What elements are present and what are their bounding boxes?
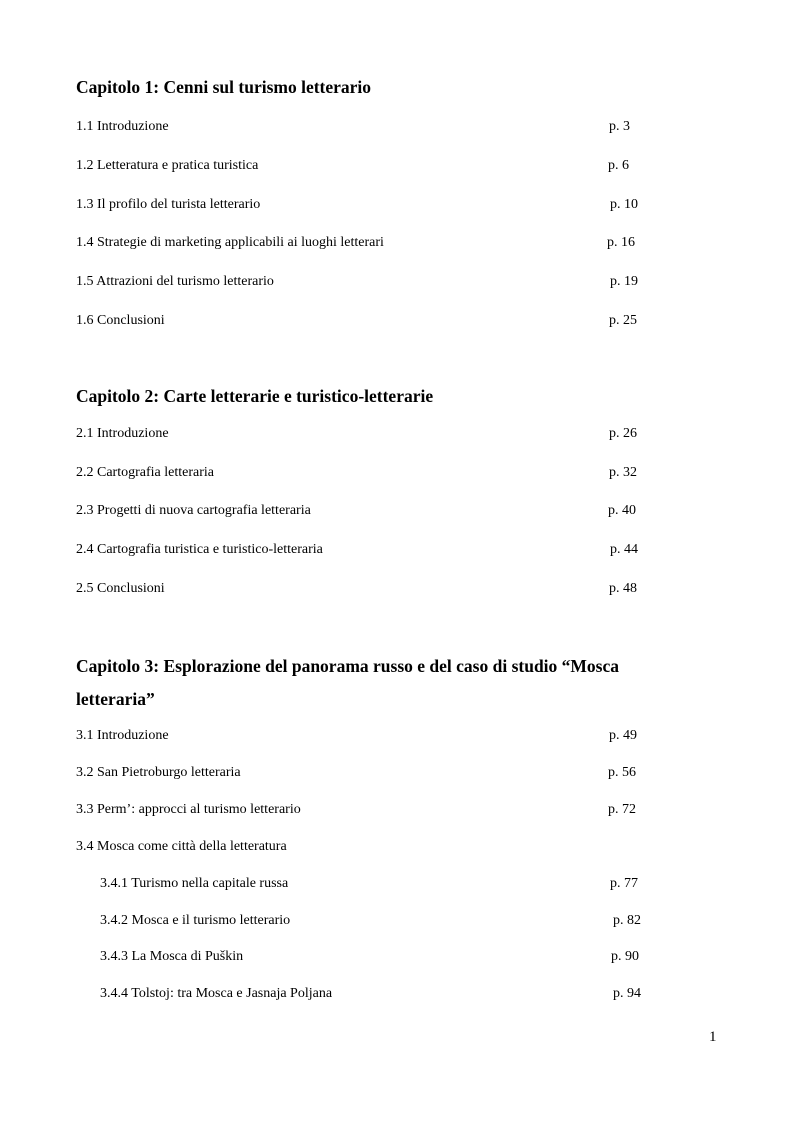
toc-entry [0,502,794,520]
toc-entry-page: p. 56 [608,765,636,780]
toc-entry-page: p. 3 [609,119,630,134]
toc-entry-page: p. 40 [608,503,636,518]
toc-entry-page: p. 49 [609,728,637,743]
toc-entry-page: p. 10 [610,197,638,212]
toc-entry-page: p. 32 [609,465,637,480]
toc-entry-page: p. 6 [608,158,629,173]
toc-entry-page: p. 44 [610,542,638,557]
toc-entry-label: 1.2 Letteratura e pratica turistica [76,158,259,173]
toc-entry [0,118,794,136]
toc-subentry [0,985,794,1003]
toc-entry [0,801,794,819]
toc-subentry [0,948,794,966]
toc-subentry [0,912,794,930]
toc-entry-page: p. 19 [610,274,638,289]
chapter-1-heading: Capitolo 1: Cenni sul turismo letterario [76,77,372,97]
toc-entry-label: 2.5 Conclusioni [76,581,165,596]
toc-entry [0,727,794,745]
toc-entry-label: 3.2 San Pietroburgo letteraria [76,765,241,780]
toc-entry-label: 1.3 Il profilo del turista letterario [76,197,261,212]
toc-entry [0,196,794,214]
toc-entry-label: 2.2 Cartografia letteraria [76,465,214,480]
toc-entry-label: 3.4.2 Mosca e il turismo letterario [100,913,291,928]
toc-entry-label: 3.3 Perm’: approcci al turismo letterario [76,802,301,817]
toc-entry-label: 3.4 Mosca come città della letteratura [76,839,287,854]
toc-entry [0,838,794,856]
toc-entry-page: p. 82 [613,913,641,928]
toc-entry-page: p. 16 [607,235,635,250]
chapter-3-heading-line-1: Capitolo 3: Esplorazione del panorama russo e del caso di studio “Mosca [76,656,620,676]
toc-entry [0,234,794,252]
toc-entry-page: p. 90 [611,949,639,964]
page-number: 1 [709,1029,717,1045]
toc-entry-label: 1.5 Attrazioni del turismo letterario [76,274,274,289]
toc-entry-page: p. 25 [609,313,637,328]
toc-entry-page: p. 48 [609,581,637,596]
toc-entry [0,157,794,175]
toc-entry [0,580,794,598]
toc-entry-label: 3.4.1 Turismo nella capitale russa [100,876,289,891]
toc-entry-page: p. 26 [609,426,637,441]
toc-entry [0,425,794,443]
toc-entry-label: 3.1 Introduzione [76,728,169,743]
toc-entry-label: 1.4 Strategie di marketing applicabili ai luoghi letterari [76,235,384,250]
toc-entry-label: 3.4.3 La Mosca di Puškin [100,949,244,964]
toc-entry [0,273,794,291]
toc-entry-label: 1.6 Conclusioni [76,313,165,328]
chapter-2-heading: Capitolo 2: Carte letterarie e turistico-letterarie [76,386,434,406]
toc-entry-label: 2.4 Cartografia turistica e turistico-letteraria [76,542,323,557]
toc-entry-label: 2.3 Progetti di nuova cartografia letteraria [76,503,311,518]
toc-entry [0,764,794,782]
toc-entry-page: p. 94 [613,986,641,1001]
toc-entry-label: 3.4.4 Tolstoj: tra Mosca e Jasnaja Poljana [100,986,333,1001]
toc-entry [0,312,794,330]
toc-entry-label: 2.1 Introduzione [76,426,169,441]
toc-entry-label: 1.1 Introduzione [76,119,169,134]
toc-entry-page: p. 77 [610,876,638,891]
toc-entry [0,541,794,559]
toc-entry-page: p. 72 [608,802,636,817]
toc-entry [0,464,794,482]
toc-subentry [0,875,794,893]
chapter-3-heading-line-2: letteraria” [76,689,155,709]
